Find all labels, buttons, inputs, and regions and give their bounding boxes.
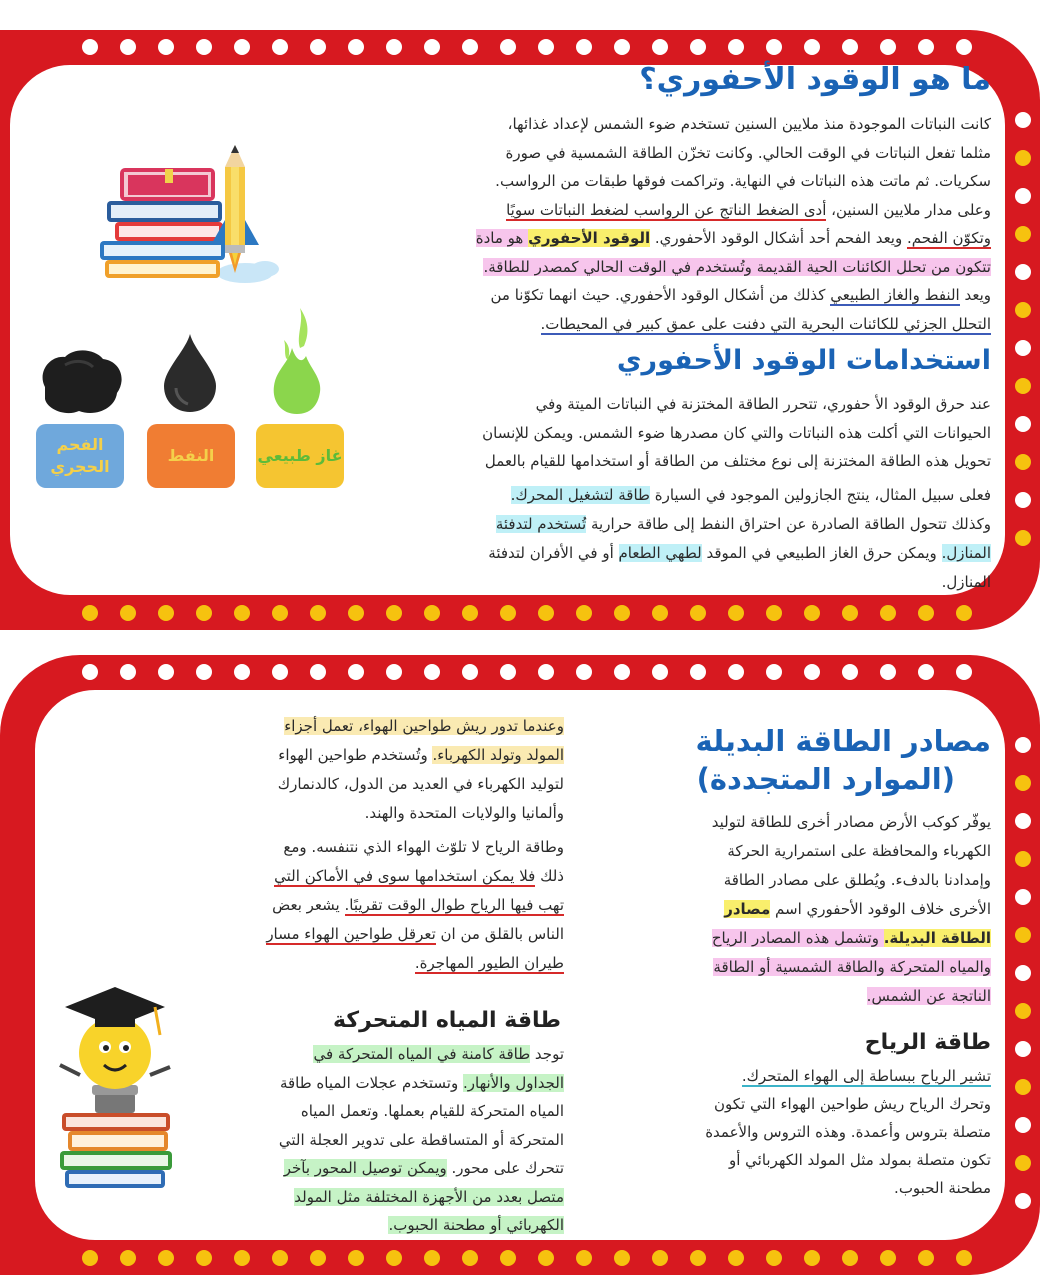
text-line: المياه المتحركة للقيام بعملها. وتعمل المياه (300, 1102, 564, 1120)
underlined-text: تعرقل طواحين الهواء مسار (266, 925, 436, 943)
frame-dot (120, 39, 136, 55)
text-line (361, 281, 991, 310)
text-line (184, 1069, 564, 1098)
frame-dot (880, 664, 896, 680)
frame-dot (880, 39, 896, 55)
text-span: الناس بالقلق من ان (435, 925, 564, 943)
frame-dot (1015, 112, 1031, 128)
text-line (184, 891, 564, 920)
frame-dot (1015, 1003, 1031, 1019)
frame-dot (462, 605, 478, 621)
coal-label: الفحم الحجري (36, 424, 124, 488)
frame-dot (500, 39, 516, 55)
frame-dot (652, 1250, 668, 1266)
frame-dot (728, 605, 744, 621)
windmill-paragraph (184, 712, 564, 828)
frame-dot (196, 1250, 212, 1266)
frame-dot (1015, 340, 1031, 356)
frame-dot (956, 664, 972, 680)
text-line: وإمدادنا بالدفء. ويُطلق على مصادر الطاقة (723, 871, 991, 889)
text-line (184, 741, 564, 770)
highlighted-text: المولد وتولد الكهرباء. (432, 746, 564, 764)
highlighted-text: ويمكن توصيل المحور بآخر (283, 1159, 447, 1177)
frame-dot (804, 1250, 820, 1266)
keyword-alternative-energy: الطاقة البديلة. (883, 929, 991, 947)
frame-dot (1015, 813, 1031, 829)
frame-dot (272, 39, 288, 55)
frame-dot (576, 605, 592, 621)
frame-dot (538, 664, 554, 680)
text-span: يشعر بعض (272, 896, 345, 914)
frame-dot (234, 605, 250, 621)
text-line (611, 895, 991, 924)
frame-dot (614, 39, 630, 55)
frame-dot (690, 39, 706, 55)
frame-dot (348, 1250, 364, 1266)
frame-dot (424, 605, 440, 621)
frame-dot (1015, 1041, 1031, 1057)
frame-dot (956, 39, 972, 55)
frame-dot (272, 605, 288, 621)
text-line (361, 481, 991, 510)
frame-dot (918, 605, 934, 621)
frame-dot (1015, 927, 1031, 943)
text-line (361, 224, 991, 253)
frame-dot (1015, 454, 1031, 470)
alternative-energy-title (671, 722, 991, 798)
frame-dot (804, 39, 820, 55)
underlined-text: تهب فيها الرياح طوال الوقت تقريبًا. (344, 896, 564, 914)
underlined-text: وتكوّن الفحم. (907, 229, 991, 247)
frame-dot (538, 1250, 554, 1266)
frame-dot (462, 39, 478, 55)
highlighted-text: وتشمل هذه المصادر الرياح (711, 929, 884, 947)
text-line: عند حرق الوقود الأ حفوري، تتحرر الطاقة المختزنة في النباتات الميتة وفي (535, 395, 991, 413)
water-energy-paragraph (184, 1040, 564, 1240)
frame-dot (500, 1250, 516, 1266)
frame-dot (120, 605, 136, 621)
frame-dot (1015, 851, 1031, 867)
frame-dot (842, 664, 858, 680)
frame-dot (386, 605, 402, 621)
frame-dot (652, 605, 668, 621)
frame-dot (956, 605, 972, 621)
frame-dot (766, 664, 782, 680)
frame-dot (424, 664, 440, 680)
frame-dot (1015, 264, 1031, 280)
fossil-fuel-uses-title: استخدامات الوقود الأحفوري (616, 345, 991, 376)
frame-dot (348, 605, 364, 621)
frame-dot (690, 664, 706, 680)
fossil-fuel-paragraph (361, 110, 991, 338)
highlighted-text: تُستخدم لتدفئة (495, 515, 587, 533)
oil-drop-icon (160, 332, 220, 414)
frame-dot (652, 39, 668, 55)
frame-dot (538, 605, 554, 621)
frame-dot (234, 664, 250, 680)
text-span: ويعد (959, 286, 991, 304)
text-line (361, 310, 991, 339)
frame-dot (386, 39, 402, 55)
highlighted-text: متصل بعدد من الأجهزة المختلفة مثل المولد (294, 1187, 564, 1206)
text-line (611, 924, 991, 953)
frame-dot (1015, 492, 1031, 508)
text-span: كذلك من أشكال الوقود الأحفوري. حيث انهما تكوّنا من (490, 286, 831, 304)
frame-dot (918, 664, 934, 680)
frame-dot (196, 605, 212, 621)
frame-dot (728, 664, 744, 680)
highlighted-text: وعندما تدور ريش طواحين الهواء، تعمل أجزاء (284, 717, 564, 735)
frame-dot (272, 1250, 288, 1266)
frame-dot (500, 664, 516, 680)
highlighted-text: هو مادة (475, 229, 529, 247)
text-line: لتوليد الكهرباء في العديد من الدول، كالدنمارك (277, 775, 564, 793)
text-line (184, 949, 564, 978)
frame-dot (918, 1250, 934, 1266)
text-span: توجد (530, 1045, 564, 1063)
text-line: المنازل. (941, 573, 991, 591)
text-span: ويمكن حرق الغاز الطبيعي في الموقد (701, 544, 942, 562)
highlighted-text: لطهي الطعام (618, 544, 702, 562)
frame-dot (804, 664, 820, 680)
frame-dot (842, 39, 858, 55)
text-line (184, 862, 564, 891)
books-rocket-pencil-icon (95, 145, 285, 290)
text-span: تتحرك على محور. (446, 1159, 564, 1177)
frame-dot (842, 605, 858, 621)
frame-dot (272, 664, 288, 680)
text-line (184, 1211, 564, 1240)
frame-dot (348, 664, 364, 680)
highlighted-text: طاقة كامنة في المياه المتحركة في (313, 1045, 531, 1063)
frame-dot (386, 1250, 402, 1266)
frame-dot (1015, 1117, 1031, 1133)
frame-dot (576, 1250, 592, 1266)
frame-dot (766, 1250, 782, 1266)
underlined-text: تشير الرياح ببساطة إلى الهواء المتحرك. (741, 1067, 991, 1085)
text-line: وطاقة الرياح لا تلوّث الهواء الذي نتنفسه. ومع (283, 838, 564, 856)
frame-dot (690, 605, 706, 621)
frame-dot (1015, 737, 1031, 753)
frame-dot (1015, 775, 1031, 791)
highlighted-text: الناتجة عن الشمس. (866, 987, 991, 1005)
frame-dot (1015, 1193, 1031, 1209)
text-line: الحيوانات التي أكلت هذه النباتات والتي كان مصدرها ضوء الشمس. ويمكن للإنسان (482, 423, 991, 442)
underlined-text: فلا يمكن استخدامها سوى في الأماكن التي (274, 867, 536, 885)
frame-dot (1015, 302, 1031, 318)
text-line (611, 953, 991, 982)
frame-dot (880, 605, 896, 621)
text-span: الأخرى خلاف الوقود الأحفوري اسم (770, 900, 991, 918)
title-line: مصادر الطاقة البديلة (695, 724, 991, 758)
oil-label: النفط (147, 424, 235, 488)
frame-dot (234, 39, 250, 55)
underlined-text: النفط والغاز الطبيعي (830, 286, 960, 304)
frame-dot (234, 1250, 250, 1266)
text-line: تحويل هذه الطاقة المختزنة إلى نوع مختلف من الطاقة أو استخدامها للقيام بالعمل (484, 452, 991, 470)
frame-dot (1015, 188, 1031, 204)
text-span: وعلى مدار ملايين السنين، (826, 200, 991, 219)
text-line: وتحرك الرياح ريش طواحين الهواء التي تكون (713, 1095, 991, 1113)
examples-paragraph (361, 481, 991, 597)
keyword-alternative-energy: مصادر (724, 900, 771, 918)
text-line (361, 196, 991, 225)
text-span: ويعد الفحم أحد أشكال الوقود الأحفوري. (650, 229, 907, 247)
frame-dot (690, 1250, 706, 1266)
highlighted-text: المنازل. (941, 544, 991, 562)
frame-dot (614, 1250, 630, 1266)
frame-dot (614, 605, 630, 621)
highlighted-text: طاقة لتشغيل المحرك. (510, 486, 650, 504)
frame-dot (158, 664, 174, 680)
text-span: وتستخدم عجلات المياه طاقة (279, 1073, 463, 1092)
text-line: تكون متصلة بمولد مثل المولد الكهربائي أو (728, 1151, 991, 1169)
text-line (184, 920, 564, 949)
fossil-fuel-title: ما هو الوقود الأحفوري؟ (639, 62, 991, 97)
water-energy-heading: طاقة المياه المتحركة (332, 1008, 561, 1033)
frame-dot (82, 605, 98, 621)
frame-dot (158, 39, 174, 55)
definition-highlight: تتكون من تحلل الكائنات الحية القديمة وتُستخدم في الوقت الحالي كمصدر للطاقة. (483, 257, 991, 276)
text-line (361, 539, 991, 568)
frame-dot (804, 605, 820, 621)
frame-dot (576, 664, 592, 680)
frame-dot (386, 664, 402, 680)
wind-energy-heading: طاقة الرياح (864, 1030, 991, 1055)
underlined-text: طيران الطيور المهاجرة. (414, 954, 564, 972)
frame-dot (310, 664, 326, 680)
frame-dot (196, 664, 212, 680)
text-line (184, 1040, 564, 1069)
frame-dot (120, 664, 136, 680)
frame-dot (766, 39, 782, 55)
frame-dot (158, 605, 174, 621)
graduate-lightbulb-books-icon (20, 985, 185, 1205)
frame-dot (424, 39, 440, 55)
text-span: أو في الأفران لتدفئة (488, 544, 619, 562)
frame-dot (538, 39, 554, 55)
frame-dot (158, 1250, 174, 1266)
frame-dot (1015, 1155, 1031, 1171)
alternative-energy-paragraph (611, 808, 991, 1011)
frame-dot (196, 39, 212, 55)
frame-dot (1015, 1079, 1031, 1095)
frame-dot (424, 1250, 440, 1266)
frame-dot (310, 605, 326, 621)
gas-label: غاز طبيعي (256, 424, 344, 488)
frame-dot (1015, 378, 1031, 394)
highlighted-text: الجداول والأنهار. (462, 1073, 564, 1092)
text-line: مثلما تفعل النباتات في الوقت الحالي. وكانت تخزّن الطاقة الشمسية في صورة (505, 143, 991, 162)
frame-dot (82, 664, 98, 680)
keyword-fossil-fuel: الوقود الأحفوري (528, 229, 651, 247)
wind-energy-paragraph (611, 1062, 991, 1202)
frame-dot (1015, 150, 1031, 166)
underlined-text: أدى الضغط الناتج عن الرواسب لضغط النباتات سويًا (506, 200, 827, 219)
frame-dot (348, 39, 364, 55)
highlighted-text: والمياه المتحركة والطاقة الشمسية أو الطاقة (713, 958, 991, 976)
text-line (611, 982, 991, 1011)
highlighted-text: الكهربائي أو مطحنة الحبوب. (388, 1216, 564, 1234)
frame-dot (462, 664, 478, 680)
text-line: سكريات. ثم ماتت هذه النباتات في النهاية. وتراكمت فوقها طبقات من الرواسب. (495, 172, 991, 190)
frame-dot (1015, 530, 1031, 546)
text-line: يوفّر كوكب الأرض مصادر أخرى للطاقة لتوليد (711, 813, 991, 831)
frame-dot (82, 1250, 98, 1266)
frame-dot (842, 1250, 858, 1266)
frame-dot (1015, 416, 1031, 432)
frame-dot (956, 1250, 972, 1266)
text-line (184, 1183, 564, 1212)
frame-dot (652, 664, 668, 680)
coal-lump-icon (35, 347, 125, 417)
frame-dot (728, 1250, 744, 1266)
text-line: وألمانيا والولايات المتحدة والهند. (364, 804, 564, 822)
text-line: الكهرباء والمحافظة على استمرارية الحركة (727, 842, 991, 860)
text-line: المتحركة أو المتساقطة على تدوير العجلة التي (278, 1130, 564, 1149)
uses-paragraph (361, 390, 991, 476)
frame-dot (310, 39, 326, 55)
frame-dot (728, 39, 744, 55)
frame-dot (120, 1250, 136, 1266)
frame-dot (1015, 889, 1031, 905)
text-line: مطحنة الحبوب. (894, 1179, 991, 1197)
text-line (184, 1154, 564, 1183)
text-line (611, 1062, 991, 1090)
frame-dot (1015, 965, 1031, 981)
text-line (361, 253, 991, 282)
frame-dot (576, 39, 592, 55)
frame-dot (500, 605, 516, 621)
frame-dot (880, 1250, 896, 1266)
text-span: وتُستخدم طواحين الهواء (278, 746, 433, 764)
gas-flame-icon (270, 308, 325, 416)
wind-concerns-paragraph (184, 833, 564, 978)
text-line (184, 712, 564, 741)
frame-dot (766, 605, 782, 621)
underlined-text: التحلل الجزئي للكائنات البحرية التي دفنت على عمق كبير في المحيطات. (540, 314, 991, 333)
frame-dot (310, 1250, 326, 1266)
frame-dot (462, 1250, 478, 1266)
title-line: (الموارد المتجددة) (696, 762, 955, 796)
text-span: ذلك (535, 867, 564, 885)
text-span: وكذلك تتحول الطاقة الصادرة عن احتراق النفط إلى طاقة حرارية (586, 515, 991, 533)
frame-dot (82, 39, 98, 55)
frame-dot (614, 664, 630, 680)
text-line: متصلة بتروس وأعمدة. وهذه التروس والأعمدة (705, 1123, 991, 1141)
frame-dot (1015, 226, 1031, 242)
text-line: كانت النباتات الموجودة منذ ملايين السنين تستخدم ضوء الشمس لإعداد غذائها، (507, 115, 991, 133)
text-span: فعلى سبيل المثال، ينتج الجازولين الموجود في السيارة (649, 486, 991, 504)
frame-dot (918, 39, 934, 55)
text-line (361, 510, 991, 539)
